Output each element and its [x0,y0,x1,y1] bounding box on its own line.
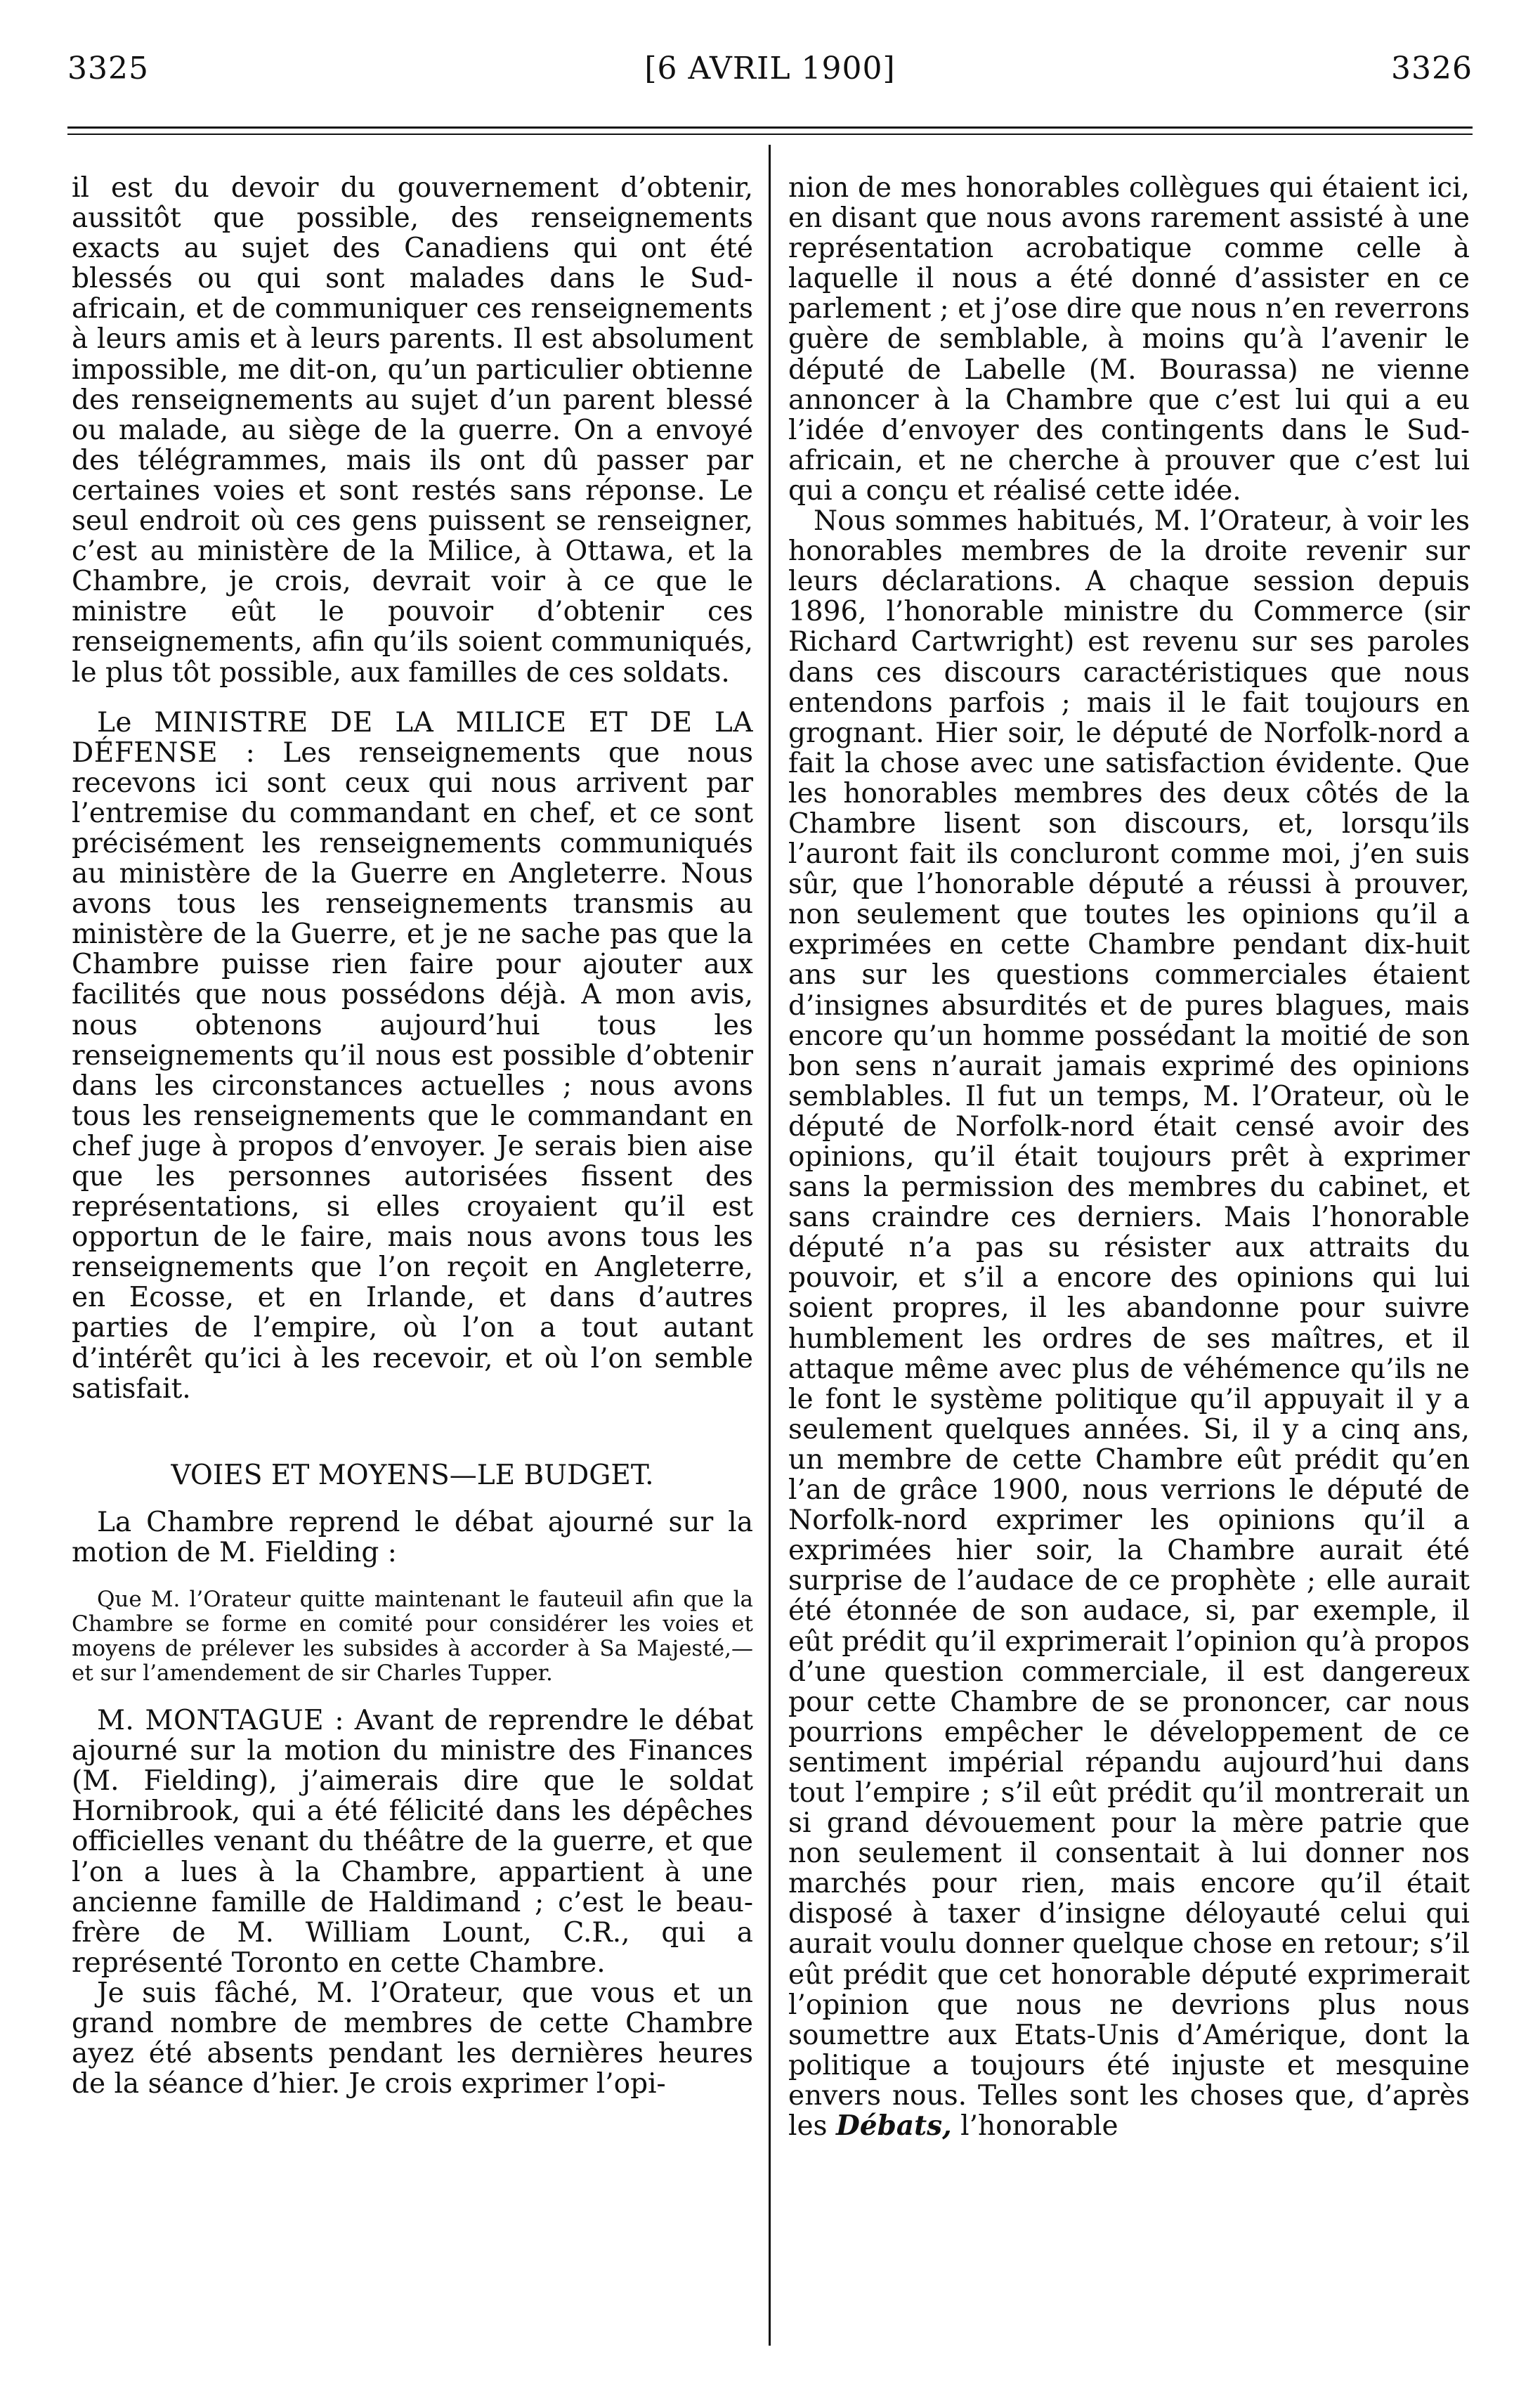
header-rule-bottom [67,134,1473,135]
speaker-name: M. MONTAGUE : [97,1705,344,1737]
paragraph-minister [72,708,753,1404]
section-heading: VOIES ET MOYENS—LE BUDGET. [171,1459,654,1491]
column-divider [769,145,771,2346]
page-number-right: 3326 [1391,51,1473,86]
speech-text-end: l’honorable [960,2110,1118,2142]
speech-text: Les renseignements que nous recevons ici sont ceux qui nous arrivent par l’entremise du commandant en chef, et ce sont précisément les renseignements communiqués au ministère de la Guerre en Angleterre. Nous avons tous les renseignements transmis au ministère de la Guerre, et je ne sache pas que la Chambre puisse rien faire pour ajouter aux facilités que nous possédons déjà. A mon avis, nous obtenons aujourd’hui tous les renseignements qu’il nous est possible d’obtenir dans les circonstances actuelles ; nous avons tous les renseignements que le commandant en chef juge à propos d’envoyer. Je serais bien aise que les personnes autorisées fissent des représentations, si elles croyaient qu’il est opportun de le faire, mais nous avons tous les renseignements que l’on reçoit en Angleterre, en Ecosse, et en Irlande, et dans d’autres parties de l’empire, où l’on a tout autant d’intérêt qu’ici à les recevoir, et où l’on semble satisfait. [72,736,753,1405]
speaker-name: Le MINISTRE DE LA MILICE ET DE LA DÉFENSE : [72,706,753,769]
header-rule-top [67,126,1473,129]
paragraph-montague-2: Je suis fâché, M. l’Orateur, que vous et un grand nombre de membres de cette Chambre ayez été absents pendant les dernières heures de la séance d’hier. Je crois exprimer l’opi- [72,1977,753,2100]
paragraph-continuation: nion de mes honorables collègues qui étaient ici, en disant que nous avons rarement assisté à une représentation acrobatique comme celle à laquelle il nous a été donné d’assister en ce parlement ; et j’ose dire que nous n’en reverrons guère de semblable, à moins qu’à l’avenir le député de Labelle (M. Bourassa) ne vienne annoncer à la Chambre que c’est lui qui a eu l’idée d’envoyer des contingents dans le Sud-africain, et ne cherche à prouver que c’est lui qui a conçu et réalisé cette idée. [788,172,1470,507]
motion-text: Que M. l’Orateur quitte maintenant le fauteuil afin que la Chambre se forme en comité pour considérer les voies et moyens de prélever les subsides à accorder à Sa Majesté,—et sur l’amendement de sir Charles Tupper. [72,1587,753,1687]
speech-text: Avant de reprendre le débat ajourné sur la motion du ministre des Finances (M. Fielding), j’aimerais dire que le soldat Hornibrook, qui a été félicité dans les dépêches officielles venant du théâtre de la guerre, et que l’on a lues à la Chambre, appartient à une ancienne famille de Haldimand ; c’est le beau-frère de M. William Lount, C.R., qui a représenté Toronto en cette Chambre. [72,1705,753,1979]
page-number-left: 3325 [67,51,149,86]
paragraph-debate: La Chambre reprend le débat ajourné sur la motion de M. Fielding : [72,1506,753,1568]
paragraph-continuation: il est du devoir du gouvernement d’obtenir, aussitôt que possible, des renseignements exacts au sujet des Canadiens qui ont été blessés ou qui sont malades dans le Sud-africain, et de communiquer ces renseignements à leurs amis et à leurs parents. Il est absolument impossible, me dit-on, qu’un particulier obtienne des renseignements au sujet d’un parent blessé ou malade, au siège de la guerre. On a envoyé des télégrammes, mais ils ont dû passer par certaines voies et sont restés sans réponse. Le seul endroit où ces gens puissent se renseigner, c’est au ministère de la Milice, à Ottawa, et la Chambre, je crois, devrait voir à ce que le ministre eût le pouvoir d’obtenir ces renseignements, afin qu’ils soient communiqués, le plus tôt possible, aux familles de ces soldats. [72,172,753,689]
speech-text: Nous sommes habitués, M. l’Orateur, à voir les honorables membres de la droite revenir sur leurs déclarations. A chaque session depuis 1896, l’honorable ministre du Commerce (sir Richard Cartwright) est revenu sur ses paroles dans ces discours caractéristiques que nous entendons parfois ; mais il le fait toujours en grognant. Hier soir, le député de Norfolk-nord a fait la chose avec une satisfaction évidente. Que les honorables membres des deux côtés de la Chambre lisent son discours, et, lorsqu’ils l’auront fait ils concluront comme moi, j’en suis sûr, que l’honorable député a réussi à prouver, non seulement que toutes les opinions qu’il a exprimées en cette Chambre pendant dix-huit ans sur les questions commerciales étaient d’insignes absurdités et de pures blagues, mais encore qu’un homme possédant la moitié de son bon sens n’aurait jamais exprimé des opinions semblables. Il fut un temps, M. l’Orateur, où le député de Norfolk-nord était censé avoir des opinions, qu’il était toujours prêt à exprimer sans la permission des membres du cabinet, et sans craindre ces derniers. Mais l’honorable député n’a pas su résister aux attraits du pouvoir, et s’il a encore des opinions qui lui soient propres, il les abandonne pour suivre humblement les ordres de ses maîtres, et il attaque même avec plus de véhémence qu’ils ne le font le système politique qu’il appuyait il y a seulement quelques années. Si, il y a cinq ans, un membre de cette Chambre eût prédit qu’en l’an de grâce 1900, nous verrions le député de Norfolk-nord exprimer les opinions qu’il a exprimées hier soir, la Chambre aurait été surprise de l’audace de ce prophète ; elle aurait été étonnée de son audace, si, par exemple, il eût prédit qu’il exprimerait l’opinion qu’à propos d’une question commerciale, il est dangereux pour cette Chambre de se prononcer, car nous pourrions empêcher le développement de ce sentiment impérial répandu aujourd’hui dans tout l’empire ; s’il eût prédit qu’il montrerait un si grand dévouement pour la mère patrie que non seulement il consentait à lui donner nos marchés pour rien, mais encore qu’il était disposé à taxer d’insigne déloyauté celui qui aurait voulu donner quelque chose en retour; s’il eût prédit que cet honorable député exprimerait l’opinion que nous ne devrions plus nous soumettre aux Etats-Unis d’Amérique, dont la politique a toujours été injuste et mesquine envers nous. Telles sont les choses que, d’après les [788,505,1470,2142]
paragraph-main [788,506,1470,2141]
left-column [72,173,753,2099]
italic-term: Débats, [835,2110,952,2142]
right-column [788,173,1470,2141]
date-header: [6 AVRIL 1900] [644,51,896,86]
paragraph-montague [72,1705,753,1978]
